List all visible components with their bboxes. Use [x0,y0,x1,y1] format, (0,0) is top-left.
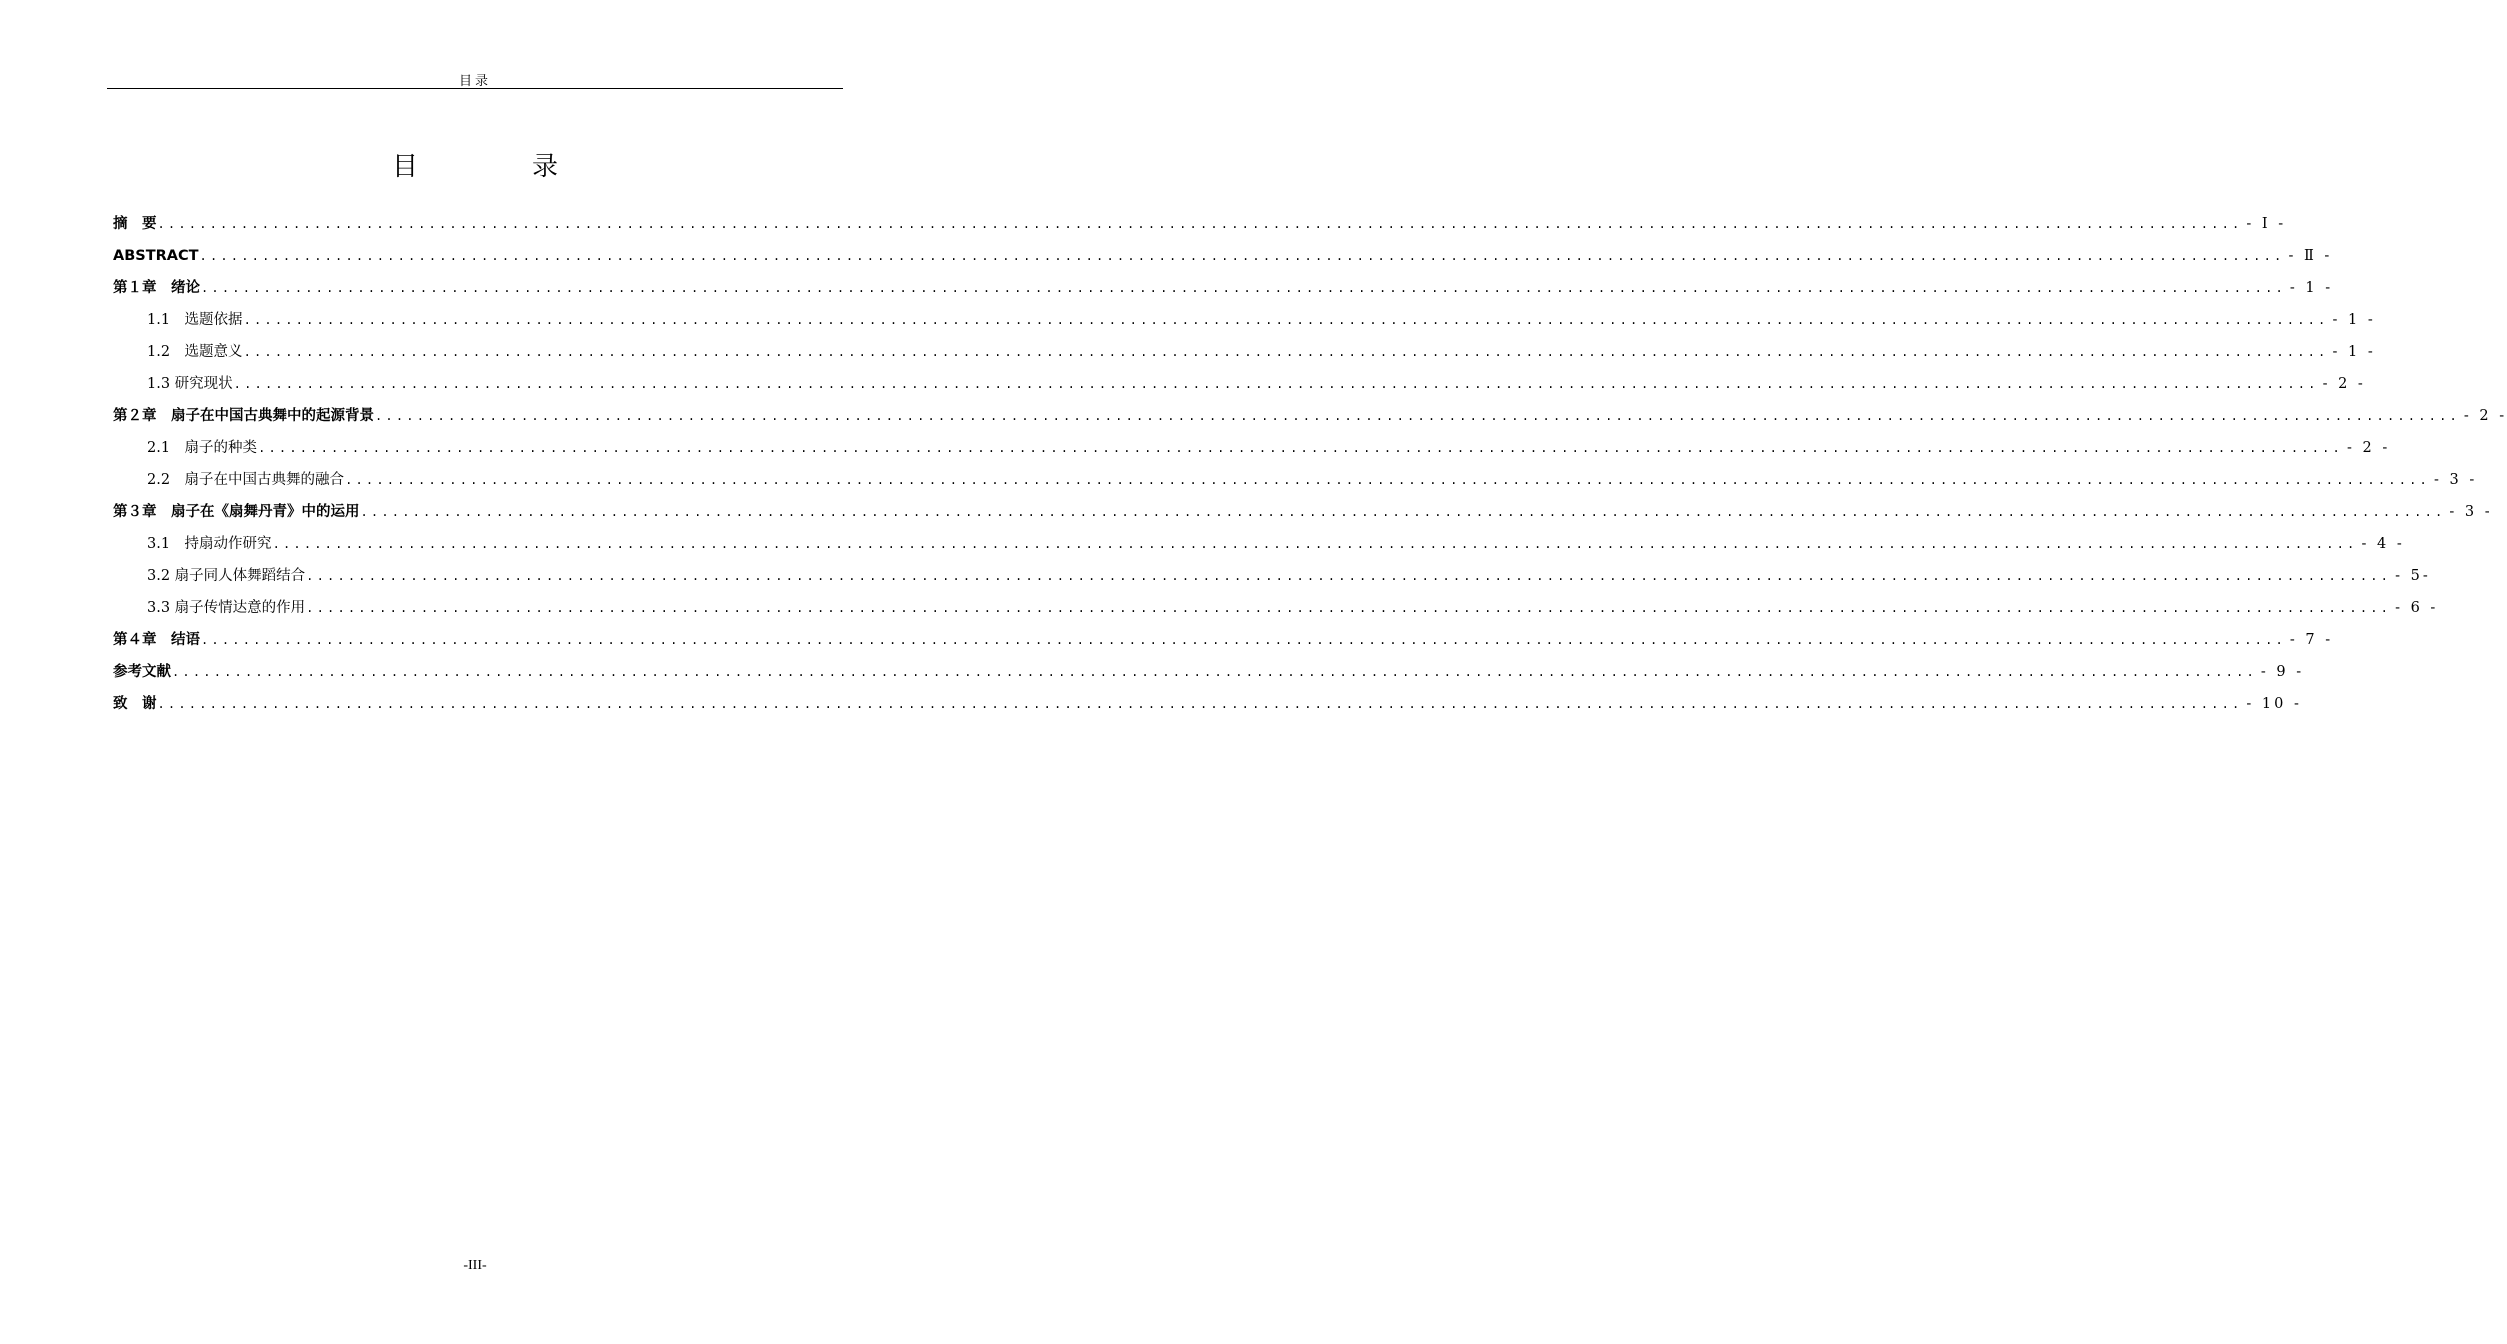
toc-entry-label: 3.2 扇子同人体舞蹈结合 [147,568,306,584]
toc-entry-label: 3.1 持扇动作研究 [147,536,272,552]
toc-entry-page: - 3 - [2449,504,2493,520]
toc-entry-page: - 10 - [2246,696,2302,712]
toc-dot-leader: ........................................................................................................................................................................................................ [258,441,2343,455]
toc-entry-label: 摘 要 [113,216,157,232]
toc-entry-label: 3.3 扇子传情达意的作用 [147,600,306,616]
toc-dot-leader: ........................................................................................................................................................................................................ [243,313,2329,327]
toc-entry-label: 第３章 扇子在《扇舞丹青》中的运用 [113,504,360,520]
toc-entry-page: - 1 - [2289,280,2334,296]
toc-entry-page: - 1 - [2332,344,2376,360]
toc-entry[interactable] [113,560,2431,592]
toc-dot-leader: ........................................................................................................................................................................................................ [199,249,2285,263]
toc-entry-page: - Ⅰ - [2246,216,2287,232]
toc-entry[interactable] [113,656,2305,688]
toc-entry[interactable] [113,496,2493,528]
toc-entry-page: - 6 - [2395,600,2439,616]
toc-entry-label: 参考文献 [113,664,171,680]
page-number: -III- [463,1258,487,1273]
header-divider [107,88,843,89]
toc-entry-label: 1.3 研究现状 [147,376,233,392]
toc-entry-page: - 2 - [2463,408,2507,424]
toc-entry[interactable] [113,304,2376,336]
toc-entry-page: - 2 - [2346,440,2391,456]
toc-entry-page: - 4 - [2361,536,2405,552]
toc-dot-leader: ........................................................................................................................................................................................................ [201,281,2286,295]
toc-entry-label: 致 谢 [113,696,157,712]
toc-entry-label: 2.2 扇子在中国古典舞的融合 [147,472,345,488]
toc-entry-label: 第４章 结语 [113,632,200,648]
toc-dot-leader: ........................................................................................................................................................................................................ [345,473,2430,487]
toc-entry[interactable] [113,208,2287,240]
toc-dot-leader: ........................................................................................................................................................................................................ [243,345,2329,359]
toc-entry[interactable] [113,272,2334,304]
toc-entry-label: 第１章 绪论 [113,280,200,296]
page-title: 目 录 [391,152,602,182]
toc-entry-label: 1.2 选题意义 [147,344,243,360]
toc-entry[interactable] [113,688,2302,720]
toc-entry[interactable] [113,400,2507,432]
toc-dot-leader: ........................................................................................................................................................................................................ [375,409,2460,423]
toc-entry-page: - 3 - [2433,472,2478,488]
toc-entry-page: - 7 - [2289,632,2334,648]
toc-entry-label: ABSTRACT [113,248,199,264]
toc-entry[interactable] [113,464,2478,496]
toc-entry[interactable] [113,432,2391,464]
toc-entry-label: 第２章 扇子在中国古典舞中的起源背景 [113,408,374,424]
toc-dot-leader: ........................................................................................................................................................................................................ [201,633,2286,647]
toc-entry-label: 2.1 扇子的种类 [147,440,258,456]
running-header: 目录 [458,74,491,89]
toc-dot-leader: ........................................................................................................................................................................................................ [157,217,2243,231]
toc-entry[interactable] [113,368,2366,400]
toc-entry[interactable] [113,624,2334,656]
toc-entry-page: - Ⅱ - [2288,248,2333,264]
toc-dot-leader: ........................................................................................................................................................................................................ [233,377,2319,391]
toc-entry[interactable] [113,592,2439,624]
toc-dot-leader: ........................................................................................................................................................................................................ [360,505,2446,519]
toc-dot-leader: ........................................................................................................................................................................................................ [306,569,2392,583]
table-of-contents [113,208,2507,720]
toc-dot-leader: ........................................................................................................................................................................................................ [157,697,2243,711]
toc-dot-leader: ........................................................................................................................................................................................................ [272,537,2358,551]
toc-dot-leader: ........................................................................................................................................................................................................ [172,665,2257,679]
toc-entry-page: - 1 - [2332,312,2376,328]
toc-entry-page: - 2 - [2322,376,2366,392]
toc-entry[interactable] [113,528,2405,560]
toc-entry-label: 1.1 选题依据 [147,312,243,328]
toc-entry-page: - 5- [2395,568,2431,584]
toc-entry-page: - 9 - [2260,664,2305,680]
toc-entry[interactable] [113,336,2376,368]
toc-entry[interactable] [113,240,2333,272]
toc-dot-leader: ........................................................................................................................................................................................................ [306,601,2392,615]
